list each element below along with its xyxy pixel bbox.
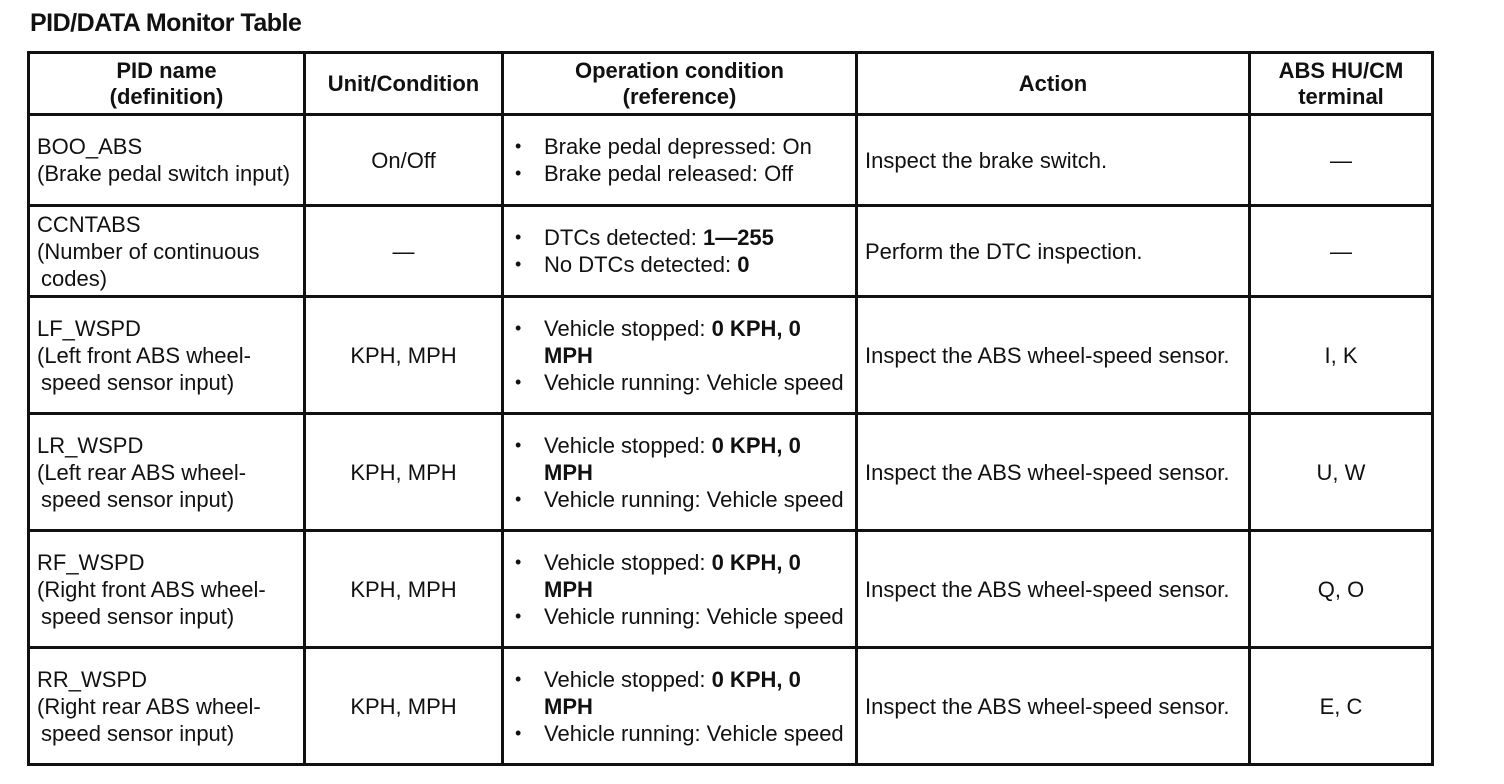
action-cell: Inspect the brake switch. <box>857 115 1250 206</box>
pid-code: RF_WSPD <box>37 549 145 575</box>
terminal-cell: U, W <box>1250 414 1433 531</box>
table-row <box>29 115 1433 206</box>
condition-item <box>512 315 855 369</box>
condition-item <box>512 133 855 160</box>
unit-cell: — <box>305 206 503 297</box>
condition-list <box>512 432 855 513</box>
header-unit-line: Unit/Condition <box>327 70 480 96</box>
pid-cell <box>29 297 305 414</box>
header-terminal <box>1250 53 1433 115</box>
condition-text: Vehicle running: Vehicle speed <box>544 486 844 512</box>
header-operation-line: Operation condition <box>575 57 784 83</box>
pid-code: CCNTABS <box>37 211 141 237</box>
condition-text: No DTCs detected: <box>544 252 738 277</box>
condition-item <box>512 486 855 513</box>
condition-item <box>512 369 855 396</box>
unit-cell: KPH, MPH <box>305 531 503 648</box>
header-action-line: Action <box>1018 70 1088 96</box>
pid-code: RR_WSPD <box>37 666 148 692</box>
pid-cell <box>29 648 305 765</box>
condition-value: 0 KPH, 0 MPH <box>544 549 801 602</box>
pid-cell <box>29 531 305 648</box>
pid-cell <box>29 206 305 297</box>
condition-text: Brake pedal released: Off <box>544 161 794 186</box>
condition-item <box>512 251 855 278</box>
pid-definition: (Brake pedal switch input) <box>37 161 291 186</box>
header-terminal-line: terminal <box>1298 83 1384 109</box>
header-operation <box>503 53 857 115</box>
action-cell: Inspect the ABS wheel-speed sensor. <box>857 297 1250 414</box>
table-row <box>29 648 1433 765</box>
table-row <box>29 414 1433 531</box>
action-cell: Perform the DTC inspection. <box>857 206 1250 297</box>
condition-value: 0 KPH, 0 MPH <box>544 315 801 368</box>
condition-text: Vehicle stopped: <box>544 666 712 692</box>
condition-item <box>512 603 855 630</box>
table-header-row <box>29 53 1433 115</box>
header-operation-line: (reference) <box>622 83 737 109</box>
pid-cell <box>29 414 305 531</box>
terminal-cell: I, K <box>1250 297 1433 414</box>
condition-value: 0 <box>737 252 750 277</box>
operation-condition-cell <box>503 115 857 206</box>
terminal-cell: Q, O <box>1250 531 1433 648</box>
pid-code: BOO_ABS <box>37 134 143 159</box>
unit-cell: KPH, MPH <box>305 414 503 531</box>
condition-value: 0 KPH, 0 MPH <box>544 432 801 485</box>
header-action <box>857 53 1250 115</box>
condition-item <box>512 666 855 720</box>
action-cell: Inspect the ABS wheel-speed sensor. <box>857 648 1250 765</box>
operation-condition-cell <box>503 414 857 531</box>
operation-condition-cell <box>503 648 857 765</box>
condition-value: 1—255 <box>702 225 774 250</box>
table-row <box>29 531 1433 648</box>
condition-item <box>512 432 855 486</box>
condition-list <box>512 666 855 747</box>
table-row <box>29 297 1433 414</box>
pid-code: LR_WSPD <box>37 432 144 458</box>
action-cell: Inspect the ABS wheel-speed sensor. <box>857 531 1250 648</box>
operation-condition-cell <box>503 531 857 648</box>
header-pid-line: (definition) <box>109 83 224 109</box>
condition-list <box>512 133 855 187</box>
pid-code: LF_WSPD <box>37 315 141 341</box>
pid-monitor-table <box>27 51 1434 766</box>
header-pid <box>29 53 305 115</box>
condition-item <box>512 224 855 251</box>
condition-text: Vehicle stopped: <box>544 315 712 341</box>
page-title: PID/DATA Monitor Table <box>30 9 302 37</box>
action-cell: Inspect the ABS wheel-speed sensor. <box>857 414 1250 531</box>
condition-list <box>512 315 855 396</box>
operation-condition-cell <box>503 297 857 414</box>
terminal-cell: — <box>1250 115 1433 206</box>
condition-list <box>512 224 855 278</box>
pid-cell <box>29 115 305 206</box>
header-terminal-line: ABS HU/CM <box>1278 57 1404 83</box>
terminal-cell: E, C <box>1250 648 1433 765</box>
operation-condition-cell <box>503 206 857 297</box>
condition-item <box>512 160 855 187</box>
condition-text: Vehicle stopped: <box>544 549 712 575</box>
unit-cell: KPH, MPH <box>305 297 503 414</box>
pid-definition: (Left front ABS wheel-speed sensor input) <box>37 342 251 395</box>
header-unit <box>305 53 503 115</box>
condition-text: Vehicle running: Vehicle speed <box>544 369 844 395</box>
condition-value: 0 KPH, 0 MPH <box>544 666 801 719</box>
condition-text: Vehicle running: Vehicle speed <box>544 603 844 629</box>
pid-definition: (Right rear ABS wheel-speed sensor input) <box>37 693 261 746</box>
condition-text: Vehicle stopped: <box>544 432 712 458</box>
terminal-cell: — <box>1250 206 1433 297</box>
pid-definition: (Number of continuous codes) <box>37 238 260 291</box>
pid-definition: (Right front ABS wheel-speed sensor input) <box>37 576 266 629</box>
condition-text: Vehicle running: Vehicle speed <box>544 720 844 746</box>
condition-item <box>512 549 855 603</box>
header-pid-line: PID name <box>116 57 217 83</box>
table-row <box>29 206 1433 297</box>
condition-list <box>512 549 855 630</box>
condition-text: DTCs detected: <box>544 225 703 250</box>
unit-cell: KPH, MPH <box>305 648 503 765</box>
pid-definition: (Left rear ABS wheel-speed sensor input) <box>37 459 247 512</box>
table-body <box>29 115 1433 765</box>
condition-text: Brake pedal depressed: On <box>544 134 812 159</box>
condition-item <box>512 720 855 747</box>
unit-cell: On/Off <box>305 115 503 206</box>
